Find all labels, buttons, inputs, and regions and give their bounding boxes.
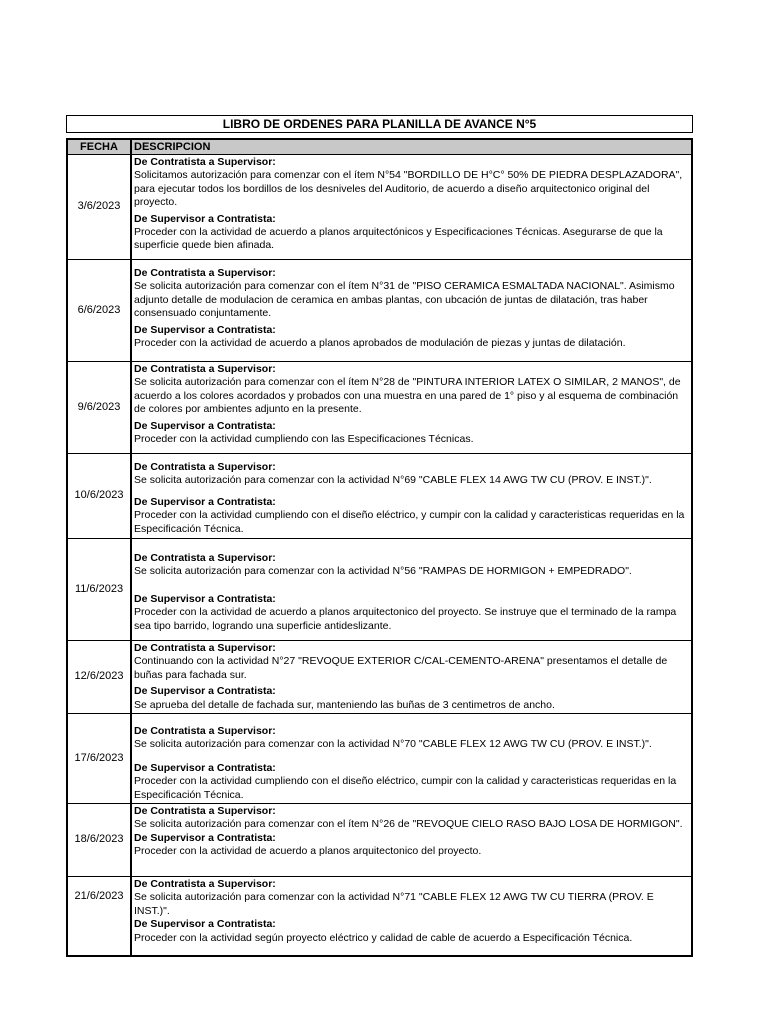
contractor-text: Se solicita autorización para comenzar con el ítem N°31 de "PISO CERAMICA ESMALTADA NACIONAL". Asimismo adjunto detalle de modulacion de ceramica en ambas plantas, con ubcación de juntas de dilatación, tras haber consensuado conjuntamente. [134, 280, 675, 320]
contractor-text: Se solicita autorización para comenzar con la actividad N°69 "CABLE FLEX 14 AWG TW CU (PROV. E INST.)". [134, 474, 652, 487]
supervisor-label: De Supervisor a Contratista: [134, 212, 276, 225]
row-description [131, 804, 692, 877]
contractor-text: Se solicita autorización para comenzar con la actividad N°56 "RAMPAS DE HORMIGON + EMPEDRADO". [134, 565, 632, 578]
supervisor-label: De Supervisor a Contratista: [134, 323, 276, 336]
row-date: 17/6/2023 [67, 714, 131, 804]
table-row [67, 877, 692, 956]
supervisor-text: Proceder con la actividad cumpliendo con el diseño eléctrico, y cumpir con la calidad y caracteristicas requeridas en la Especificación Técnica. [134, 509, 685, 535]
row-description [131, 877, 692, 956]
row-description [131, 539, 692, 641]
supervisor-label: De Supervisor a Contratista: [134, 592, 276, 605]
orders-table [66, 138, 693, 957]
row-date: 12/6/2023 [67, 641, 131, 714]
supervisor-text: Proceder con la actividad cumpliendo con las Especificaciones Técnicas. [134, 433, 474, 446]
row-date: 11/6/2023 [67, 539, 131, 641]
row-description [131, 362, 692, 454]
row-description [131, 641, 692, 714]
supervisor-label: De Supervisor a Contratista: [134, 419, 276, 432]
contractor-label: De Contratista a Supervisor: [134, 805, 276, 818]
supervisor-label: De Supervisor a Contratista: [134, 495, 276, 508]
contractor-label: De Contratista a Supervisor: [134, 461, 276, 473]
contractor-label: De Contratista a Supervisor: [134, 156, 276, 168]
contractor-label: De Contratista a Supervisor: [134, 552, 276, 564]
table-row [67, 804, 692, 877]
contractor-label: De Contratista a Supervisor: [134, 267, 276, 279]
table-header-row [67, 139, 692, 155]
contractor-label: De Contratista a Supervisor: [134, 642, 276, 654]
contractor-label: De Contratista a Supervisor: [134, 363, 276, 375]
supervisor-text: Proceder con la actividad de acuerdo a planos arquitectonico del proyecto. [134, 845, 482, 858]
row-date: 9/6/2023 [67, 362, 131, 454]
table-row [67, 155, 692, 260]
row-description [131, 454, 692, 539]
supervisor-label: De Supervisor a Contratista: [134, 685, 276, 698]
contractor-label: De Contratista a Supervisor: [134, 878, 276, 891]
row-description [131, 260, 692, 362]
supervisor-text: Se aprueba del detalle de fachada sur, manteniendo las buñas de 3 centimetros de ancho. [134, 698, 555, 711]
contractor-text: Solicitamos autorización para comenzar con el ítem N°54 "BORDILLO DE H°C° 50% DE PIEDRA DESPLAZADORA", para ejecutar todos los bordillos de los desniveles del Auditorio, de acuerdo a diseño arquitectonico original del proyecto. [134, 169, 683, 209]
contractor-text: Se solicita autorización para comenzar con el ítem N°28 de "PINTURA INTERIOR LATEX O SIMILAR, 2 MANOS", de acuerdo a los colores acordados y probados con una muestra en una pared de 1° piso y al esquema de combinación de colores por ambientes adjunto en la presente. [134, 376, 681, 416]
contractor-text: Se solicita autorización para comenzar con el ítem N°26 de "REVOQUE CIELO RASO BAJO LOSA DE HORMIGON". [134, 818, 683, 831]
row-date: 21/6/2023 [67, 877, 131, 956]
table-row [67, 641, 692, 714]
supervisor-text: Proceder con la actividad según proyecto eléctrico y calidad de cable de acuerdo a Especificación Técnica. [134, 931, 633, 944]
row-date: 3/6/2023 [67, 155, 131, 260]
table-row [67, 454, 692, 539]
table-row [67, 260, 692, 362]
table-row [67, 714, 692, 804]
document-title: LIBRO DE ORDENES PARA PLANILLA DE AVANCE N°5 [66, 115, 693, 133]
supervisor-text: Proceder con la actividad de acuerdo a planos arquitectónicos y Especificaciones Técnicas. Asegurarse de que la superficie quede bien afinada. [134, 226, 663, 252]
supervisor-text: Proceder con la actividad de acuerdo a planos aprobados de modulación de piezas y juntas de dilatación. [134, 337, 626, 350]
row-date: 10/6/2023 [67, 454, 131, 539]
supervisor-text: Proceder con la actividad cumpliendo con el diseño eléctrico, cumpir con la calidad y caracteristicas requeridas en la Especificación Técnica. [134, 775, 677, 801]
header-descripcion: DESCRIPCION [131, 139, 692, 155]
contractor-label: De Contratista a Supervisor: [134, 725, 276, 738]
row-date: 18/6/2023 [67, 804, 131, 877]
row-date: 6/6/2023 [67, 260, 131, 362]
supervisor-label: De Supervisor a Contratista: [134, 761, 276, 774]
row-description [131, 714, 692, 804]
table-row [67, 362, 692, 454]
table-row [67, 539, 692, 641]
supervisor-text: Proceder con la actividad de acuerdo a planos arquitectonico del proyecto. Se instruye que el terminado de la rampa sea tipo barrido, logrando una superficie antideslizante. [134, 606, 677, 632]
supervisor-label: De Supervisor a Contratista: [134, 831, 276, 844]
contractor-text: Continuando con la actividad N°27 "REVOQUE EXTERIOR C/CAL-CEMENTO-ARENA" presentamos el detalle de buñas para fachada sur. [134, 655, 668, 681]
header-fecha: FECHA [67, 139, 131, 155]
row-description [131, 155, 692, 260]
contractor-text: Se solicita autorización para comenzar con la actividad N°71 "CABLE FLEX 12 AWG TW CU TIERRA (PROV. E INST.)". [134, 891, 654, 917]
supervisor-label: De Supervisor a Contratista: [134, 918, 276, 931]
contractor-text: Se solicita autorización para comenzar con la actividad N°70 "CABLE FLEX 12 AWG TW CU (PROV. E INST.)". [134, 738, 652, 751]
